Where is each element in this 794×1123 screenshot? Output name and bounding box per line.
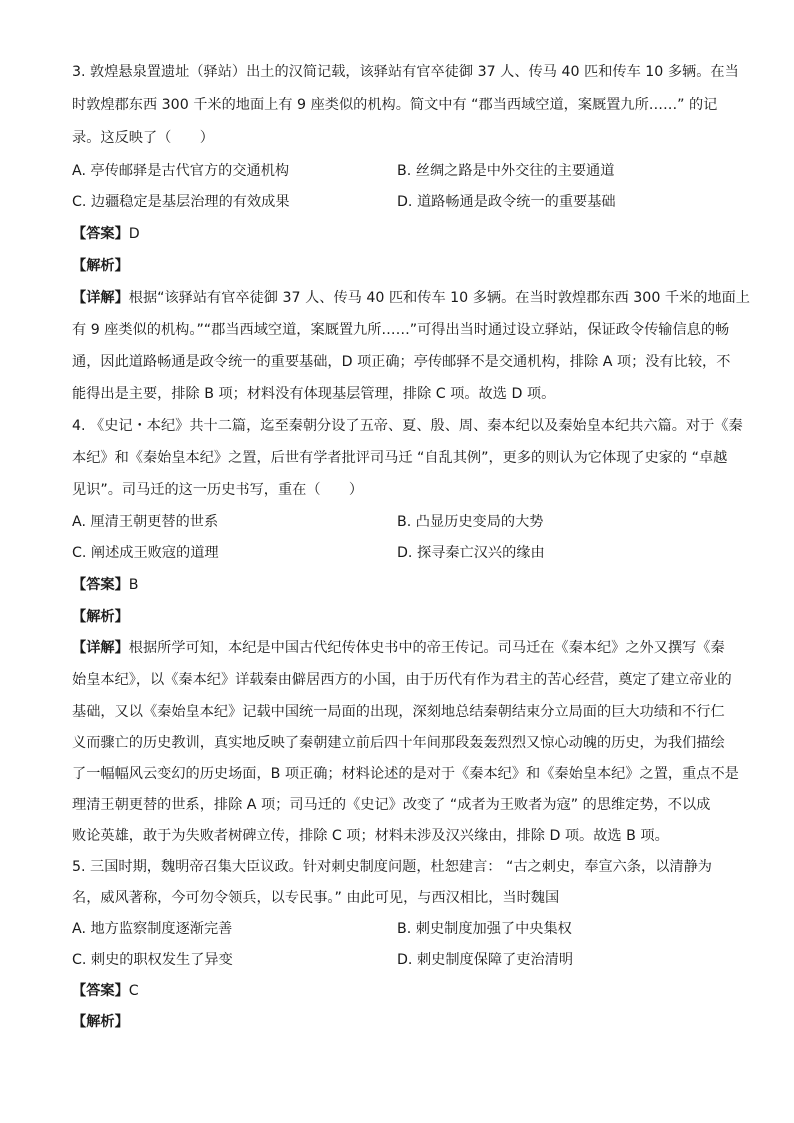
q4-detail-line-5: 了一幅幅风云变幻的历史场面，B 项正确；材料论述的是对于《秦本纪》和《秦始皇本纪》之置，重点不是: [72, 766, 739, 782]
q4-analysis-tag: 【解析】: [72, 609, 129, 625]
q3-answer: [72, 224, 140, 244]
q4-stem-line-2: 本纪》和《秦始皇本纪》之置，后世有学者批评司马迁 “自乱其例”，更多的则认为它体现了史家的 “卓越: [72, 450, 728, 466]
answer-tag: 【答案】: [72, 983, 129, 999]
q5-option-c[interactable]: C. 刺史的职权发生了异变: [72, 952, 233, 968]
q3-detail-line-3: 通，因此道路畅通是政令统一的重要基础，D 项正确；亭传邮驿不是交通机构，排除 A 项；没有比较，不: [72, 354, 731, 370]
detail-text: 根据所学可知，本纪是中国古代纪传体史书中的帝王传记。司马迁在《秦本纪》之外又撰写《秦: [128, 640, 725, 656]
detail-tag: 【详解】: [72, 290, 129, 306]
q5-option-a[interactable]: A. 地方监察制度逐渐完善: [72, 921, 233, 937]
q4-option-d[interactable]: D. 探寻秦亡汉兴的缘由: [397, 545, 545, 561]
q3-option-d[interactable]: D. 道路畅通是政令统一的重要基础: [397, 194, 616, 210]
q3-detail-line-2: 有 9 座类似的机构。”“郡当西域空道，案厩置九所……”可得出当时通过设立驿站，保证政令传输信息的畅: [72, 322, 730, 338]
q3-detail-line-4: 能得出是主要，排除 B 项；材料没有体现基层管理，排除 C 项。故选 D 项。: [72, 386, 556, 402]
q3-detail-line-1: [72, 288, 750, 308]
answer-tag: 【答案】: [72, 226, 129, 242]
q3-stem-line-3: 录。这反映了（ ）: [72, 130, 214, 146]
answer-value: C: [128, 983, 139, 999]
answer-value: D: [128, 226, 140, 242]
q4-detail-line-2: 始皇本纪》，以《秦本纪》详载秦由僻居西方的小国，由于历代有作为君主的苦心经营，奠定了建立帝业的: [72, 672, 732, 688]
q3-stem-line-1: 3. 敦煌悬泉置遗址（驿站）出土的汉简记载，该驿站有官卒徒御 37 人、传马 40 匹和传车 10 多辆。在当: [72, 64, 739, 80]
q5-answer: [72, 981, 139, 1001]
q3-stem-line-2: 时敦煌郡东西 300 千米的地面上有 9 座类似的机构。简文中有 “郡当西域空道，案厩置九所……” 的记: [72, 97, 718, 113]
q5-option-b[interactable]: B. 刺史制度加强了中央集权: [397, 921, 572, 937]
q4-detail-line-4: 义而骤亡的历史教训，真实地反映了秦朝建立前后四十年间那段轰轰烈烈又惊心动魄的历史，为我们描绘: [72, 735, 725, 751]
q3-option-c[interactable]: C. 边疆稳定是基层治理的有效成果: [72, 194, 290, 210]
q4-answer: [72, 575, 139, 595]
q4-option-a[interactable]: A. 厘清王朝更替的世系: [72, 514, 219, 530]
q3-analysis-tag: 【解析】: [72, 258, 129, 274]
q4-detail-line-3: 基础，又以《秦始皇本纪》记载中国统一局面的出现，深刻地总结秦朝结束分立局面的巨大功绩和不行仁: [72, 704, 725, 720]
q3-option-b[interactable]: B. 丝绸之路是中外交往的主要通道: [397, 163, 615, 179]
q3-option-a[interactable]: A. 亭传邮驿是古代官方的交通机构: [72, 163, 290, 179]
q4-stem-line-3: 见识”。司马迁的这一历史书写，重在（ ）: [72, 482, 364, 498]
answer-value: B: [128, 577, 139, 593]
answer-tag: 【答案】: [72, 577, 129, 593]
q4-detail-line-7: 败论英雄，敢于为失败者树碑立传，排除 C 项；材料未涉及汉兴缘由，排除 D 项。故选 B 项。: [72, 828, 669, 844]
q5-stem-line-1: 5. 三国时期，魏明帝召集大臣议政。针对刺史制度问题，杜恕建言： “古之刺史，奉宣六条，以清静为: [72, 859, 712, 875]
q4-detail-line-1: [72, 638, 725, 658]
q5-stem-line-2: 名，威风著称，今可勿令领兵，以专民事。” 由此可见，与西汉相比，当时魏国: [72, 890, 560, 906]
q4-detail-line-6: 理清王朝更替的世系，排除 A 项；司马迁的《史记》改变了 “成者为王败者为寇” 的思维定势，不以成: [72, 797, 711, 813]
q5-option-d[interactable]: D. 刺史制度保障了吏治清明: [397, 952, 574, 968]
q4-stem-line-1: 4. 《史记・本纪》共十二篇，迄至秦朝分设了五帝、夏、殷、周、秦本纪以及秦始皇本纪共六篇。对于《秦: [72, 418, 743, 434]
detail-text: 根据“该驿站有官卒徒御 37 人、传马 40 匹和传车 10 多辆。在当时敦煌郡东西 300 千米的地面上: [128, 290, 750, 306]
q5-analysis-tag: 【解析】: [72, 1014, 129, 1030]
detail-tag: 【详解】: [72, 640, 129, 656]
q4-option-b[interactable]: B. 凸显历史变局的大势: [397, 514, 544, 530]
q4-option-c[interactable]: C. 阐述成王败寇的道理: [72, 545, 219, 561]
